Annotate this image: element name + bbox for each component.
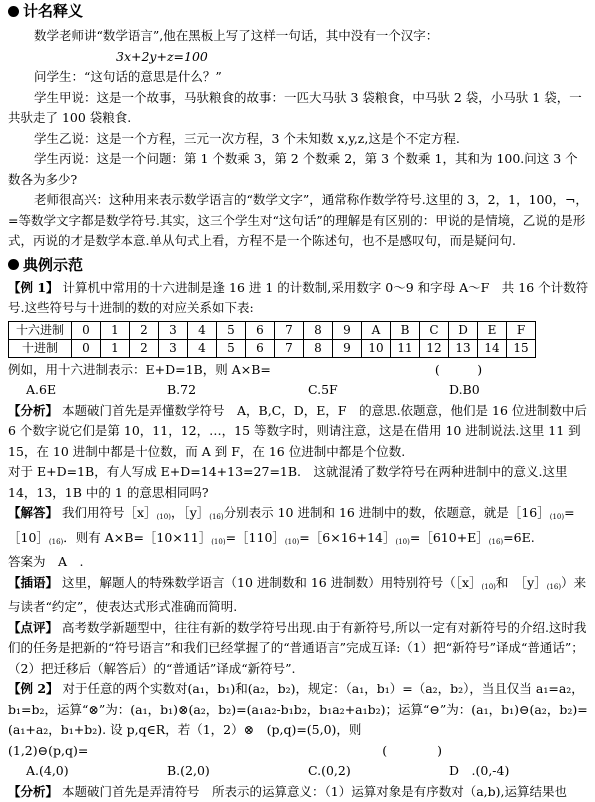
table-cell: 3 <box>159 339 188 357</box>
analysis-text-2: 对于 E+D=1B，有人写成 E+D=14+13=27=1B. 这就混淆了数学符号在两种进制中的意义.这里 14，13，1B 中的 1 的意思相同吗? <box>8 462 590 503</box>
solution-text: =［110］ <box>226 530 285 545</box>
option: A.6E <box>26 380 167 401</box>
table-cell: A <box>362 321 391 339</box>
example-text: 计算机中常用的十六进制是逢 16 进 1 的计数制,采用数字 0～9 和字母 A～F 共 16 个计数符号.这些符号与十进制的数的对应关系如下表: <box>8 280 588 316</box>
solution-text: 分别表示 10 进制和 16 进制中的数，依题意，就是［16］ <box>224 505 550 520</box>
analysis-text: 本题破门首先是弄清符号 所表示的运算意义：（1）运算对象是有序数对（a,b),运算结果也 <box>62 784 567 799</box>
analysis-label: 【分析】 <box>8 784 58 799</box>
comment <box>8 618 590 680</box>
table-cell: 5 <box>217 321 246 339</box>
answer-blank: ( ) <box>382 743 442 758</box>
option: A.(4,0) <box>26 761 167 782</box>
solution-text: =［10］ <box>8 505 575 545</box>
solution-label: 【解答】 <box>8 505 58 520</box>
table-cell: 7 <box>275 339 304 357</box>
subscript: (10) <box>157 513 171 521</box>
subscript: (16) <box>547 583 561 591</box>
note-label: 【插语】 <box>8 575 58 590</box>
example-text: 对于任意的两个实数对(a₁，b₁)和(a₂，b₂)，规定：（a₁，b₁）=（a₂，b₂），当且仅当 a₁=a₂，b₁=b₂，运算“⊗”为：(a₁，b₁)⊗(a₂，b₂)=(a₁a₂-b₁b₂，b₁a₂+a₁b₂)；运算“⊖”为：(a₁，b₁)⊖(a₂，b₂)=(a₁+a₂，b₁+b₂). 设 p,q∈R，若（1，2）⊗ (p,q)=(5,0)，则 <box>8 681 588 737</box>
subscript: (10) <box>285 538 299 546</box>
subscript: (10) <box>211 538 225 546</box>
example-question <box>8 741 590 762</box>
table-row-header: 十进制 <box>9 339 72 357</box>
question-text: 例如，用十六进制表示：E+D=1B，则 A×B= <box>8 362 271 377</box>
table-cell: 8 <box>304 339 333 357</box>
bullet-icon <box>8 259 19 270</box>
question-text: (1,2)⊖(p,q)= <box>8 743 88 758</box>
section-title: 典例示范 <box>23 254 83 276</box>
paragraph: 数学老师讲“数学语言”,他在黑板上写了这样一句话，其中没有一个汉字： <box>8 26 590 47</box>
example-label: 【例 1】 <box>8 280 59 295</box>
insertion-note <box>8 573 590 618</box>
table-cell: 2 <box>130 321 159 339</box>
subscript: (16) <box>49 538 63 546</box>
subscript: (10) <box>550 513 564 521</box>
table-cell: 13 <box>449 339 478 357</box>
solution-1 <box>8 503 590 552</box>
table-cell: 6 <box>246 339 275 357</box>
analysis-2 <box>8 782 590 802</box>
subscript: (10) <box>395 538 409 546</box>
table-cell: 4 <box>188 321 217 339</box>
analysis-1 <box>8 401 590 463</box>
table-row-header: 十六进制 <box>9 321 72 339</box>
table-cell: F <box>507 321 536 339</box>
section-heading-1 <box>8 0 590 22</box>
paragraph: 问学生：“这句话的意思是什么？” <box>8 67 590 88</box>
table-cell: 5 <box>217 339 246 357</box>
option: B.72 <box>167 380 308 401</box>
table-cell: B <box>391 321 420 339</box>
table-cell: 8 <box>304 321 333 339</box>
document-page <box>8 0 590 802</box>
bullet-icon <box>8 6 19 17</box>
analysis-text: 本题破门首先是弄懂数学符号 A，B,C，D，E，F 的意思.依题意，他们是 16 位进制数中后 6 个数字说它们是第 10，11，12，…，15 等数字时，则请注意，这是在借用 10 进制说法.这里 11 到 15，在 10 进制中都是十位数，而 A 到 F，在 16 位进制中都是个位数. <box>8 403 587 459</box>
paragraph: 老师很高兴：这种用来表示数学语言的“数学文字”，通常称作数学符号.这里的 3，2，1，100，¬，=等数学文字都是数学符号.其实，这三个学生对“这句话”的理解是有区别的：甲说的是情境，乙说的是形式，丙说的才是数学本意.单从句式上看，方程不是一个陈述句，也不是感叹句，而是疑问句. <box>8 190 590 252</box>
table-cell: 1 <box>101 321 130 339</box>
table-cell: 12 <box>420 339 449 357</box>
table-cell: 1 <box>101 339 130 357</box>
options-row <box>8 761 590 782</box>
solution-text: ．则有 A×B=［10×11］ <box>63 530 211 545</box>
table-cell: 9 <box>333 339 362 357</box>
subscript: (16) <box>489 538 503 546</box>
option: D .(0,-4) <box>449 761 590 782</box>
note-text: 这里，解题人的特殊数学语言（10 进制数和 16 进制数）用特别符号（［x］ <box>62 575 482 590</box>
answer-line: 答案为 A . <box>8 552 590 573</box>
option: D.B0 <box>449 380 590 401</box>
table-row <box>9 321 536 339</box>
comment-text: 高考数学新题型中，往往有新的数学符号出现.由于有新符号,所以一定有对新符号的介绍.这时我们的任务是把新的“符号语言”和我们已经掌握了的“普通语言”完成互译:（1）把“新符号”译成“普通话”；（2）把迁移后（解答后）的“普通话”译成“新符号”. <box>8 620 586 676</box>
example-label: 【例 2】 <box>8 681 59 696</box>
section-heading-2 <box>8 254 590 276</box>
table-cell: D <box>449 321 478 339</box>
subscript: (10) <box>482 583 496 591</box>
example-question <box>8 360 590 381</box>
table-cell: 9 <box>333 321 362 339</box>
table-cell: 3 <box>159 321 188 339</box>
table-cell: 0 <box>72 321 101 339</box>
table-cell: 15 <box>507 339 536 357</box>
paragraph: 学生乙说：这是一个方程，三元一次方程，3 个未知数 x,y,z,这是个不定方程. <box>8 129 590 150</box>
answer-blank: ( ) <box>435 362 482 377</box>
table-cell: 11 <box>391 339 420 357</box>
subscript: (16) <box>209 513 223 521</box>
hex-table <box>8 321 536 358</box>
example-2 <box>8 679 590 741</box>
option: C.5F <box>308 380 449 401</box>
example-1 <box>8 278 590 319</box>
solution-text: ，［y］ <box>171 505 209 520</box>
options-row <box>8 380 590 401</box>
paragraph: 学生丙说：这是一个问题：第 1 个数乘 3，第 2 个数乘 2，第 3 个数乘 1，其和为 100.问这 3 个数各为多少? <box>8 149 590 190</box>
table-cell: E <box>478 321 507 339</box>
table-cell: 7 <box>275 321 304 339</box>
table-row <box>9 339 536 357</box>
solution-text: 我们用符号［x］ <box>62 505 157 520</box>
option: C.(0,2) <box>308 761 449 782</box>
table-cell: C <box>420 321 449 339</box>
option: B.(2,0) <box>167 761 308 782</box>
note-text: ）来与读者“约定”，使表达式形式准确而简明. <box>8 575 586 615</box>
section-title: 计名释义 <box>23 0 83 22</box>
note-text: 和 ［y］ <box>496 575 547 590</box>
table-cell: 14 <box>478 339 507 357</box>
comment-label: 【点评】 <box>8 620 58 635</box>
table-cell: 4 <box>188 339 217 357</box>
solution-text: =［610+E］ <box>410 530 489 545</box>
solution-text: =［6×16+14］ <box>299 530 395 545</box>
table-cell: 6 <box>246 321 275 339</box>
table-cell: 10 <box>362 339 391 357</box>
paragraph: 学生甲说：这是一个故事，马驮粮食的故事：一匹大马驮 3 袋粮食，中马驮 2 袋，小马驮 1 袋，一共驮走了 100 袋粮食. <box>8 88 590 129</box>
equation: 3x+2y+z=100 <box>8 47 590 68</box>
table-cell: 2 <box>130 339 159 357</box>
analysis-label: 【分析】 <box>8 403 58 418</box>
solution-text: =6E. <box>503 530 535 545</box>
table-cell: 0 <box>72 339 101 357</box>
